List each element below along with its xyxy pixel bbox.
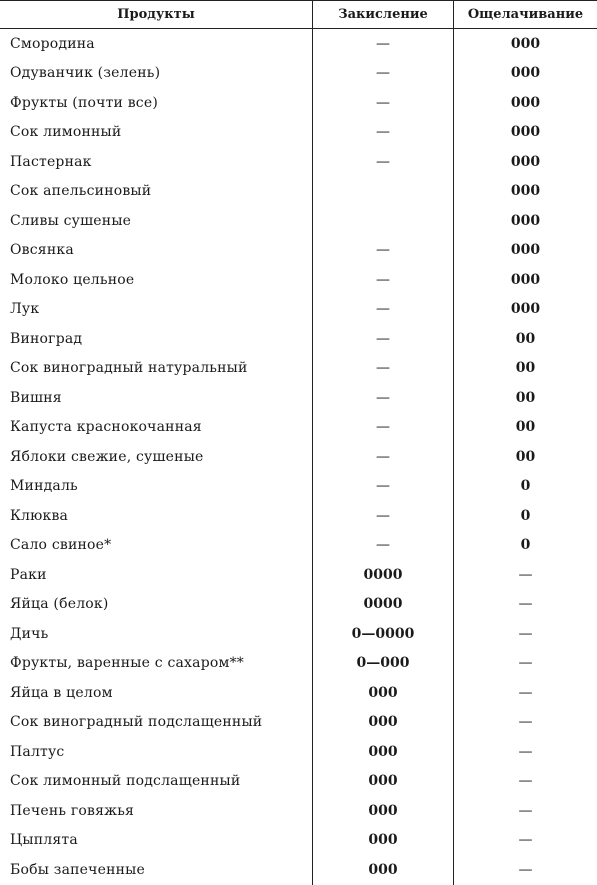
alkalization-value: 00 [453,324,597,354]
product-name: Яйца (белок) [10,596,109,613]
acidification-value: 0—0000 [312,619,453,649]
alkalization-value: 000 [453,59,597,89]
table-row [0,619,597,649]
product-name: Сливы сушеные [10,212,132,229]
alkalization-value: 00 [453,383,597,413]
alkalization-value: 000 [453,295,597,325]
product-name: Бобы запеченные [10,861,145,878]
alkalization-value: 000 [453,88,597,118]
alkalization-value: 000 [453,177,597,207]
table-row [0,295,597,325]
acidification-value: — [312,265,453,295]
alkalization-value: 000 [453,29,597,59]
acidification-value: 0000 [312,590,453,620]
product-name: Клюква [10,507,69,524]
table-row [0,236,597,266]
acidification-value: 000 [312,796,453,826]
acidification-value: — [312,59,453,89]
table-row [0,590,597,620]
acidification-value: 000 [312,767,453,797]
product-name: Капуста краснокочанная [10,419,202,436]
alkalization-value: 0 [453,472,597,502]
header-alkalization: Ощелачивание [453,1,597,28]
alkalization-value: — [453,796,597,826]
table-row [0,29,597,59]
product-name: Раки [10,566,47,583]
acidification-value: 000 [312,708,453,738]
alkalization-value: — [453,590,597,620]
acidification-value: 000 [312,737,453,767]
table-row [0,855,597,885]
table-row [0,383,597,413]
product-name: Миндаль [10,478,78,495]
product-name: Пастернак [10,153,92,170]
alkalization-value: — [453,737,597,767]
table-row [0,501,597,531]
alkalization-value: 0 [453,501,597,531]
table-row [0,649,597,679]
alkalization-value: — [453,560,597,590]
table-row [0,413,597,443]
alkalization-value: — [453,826,597,856]
table-row [0,826,597,856]
acidification-value: — [312,88,453,118]
acidification-value: — [312,295,453,325]
product-name: Сок апельсиновый [10,183,152,200]
alkalization-value: — [453,855,597,885]
table-row [0,324,597,354]
acidification-value: — [312,501,453,531]
product-name: Сало свиное* [10,537,112,554]
product-name: Смородина [10,35,95,52]
table-row [0,767,597,797]
acidification-value [312,206,453,236]
table-row [0,531,597,561]
acidification-value: 000 [312,855,453,885]
table-row [0,265,597,295]
product-name: Фрукты (почти все) [10,94,158,111]
table-header [0,0,597,29]
table-row [0,442,597,472]
table-row [0,560,597,590]
table-row [0,796,597,826]
table-row [0,206,597,236]
acidification-value: — [312,413,453,443]
product-name: Молоко цельное [10,271,135,288]
product-name: Яблоки свежие, сушеные [10,448,204,465]
product-name: Овсянка [10,242,74,259]
alkalization-value: 000 [453,265,597,295]
alkalization-value: — [453,619,597,649]
alkalization-value: 000 [453,118,597,148]
table-row [0,472,597,502]
acidification-value: — [312,118,453,148]
alkalization-value: — [453,767,597,797]
acidification-value: — [312,383,453,413]
table-row [0,708,597,738]
product-name: Лук [10,301,40,318]
alkalization-value: — [453,649,597,679]
acidification-value: — [312,354,453,384]
product-name: Цыплята [10,832,78,849]
table-row [0,354,597,384]
table-row [0,177,597,207]
alkalization-value: 00 [453,442,597,472]
alkalization-value: 0 [453,531,597,561]
table-row [0,88,597,118]
alkalization-value: 000 [453,206,597,236]
product-name: Дичь [10,625,49,642]
alkalization-value: 00 [453,413,597,443]
product-name: Палтус [10,743,65,760]
alkalization-value: 000 [453,236,597,266]
product-name: Сок лимонный [10,124,122,141]
acidification-value: — [312,29,453,59]
acidification-value: — [312,442,453,472]
product-name: Виноград [10,330,83,347]
table-body [0,29,597,885]
table-row [0,118,597,148]
acidification-value: — [312,472,453,502]
acidification-value: — [312,531,453,561]
product-name: Сок лимонный подслащенный [10,773,241,790]
product-name: Сок виноградный подслащенный [10,714,263,731]
alkalization-value: — [453,708,597,738]
product-name: Одуванчик (зелень) [10,65,161,82]
table-row [0,59,597,89]
acidification-value: — [312,324,453,354]
acidification-value [312,177,453,207]
table-row [0,147,597,177]
product-name: Печень говяжья [10,802,135,819]
header-acidification: Закисление [312,1,453,28]
acidification-value: 000 [312,678,453,708]
product-name: Фрукты, варенные с сахаром** [10,655,244,672]
product-name: Сок виноградный натуральный [10,360,248,377]
alkalization-value: — [453,678,597,708]
acidification-value: — [312,236,453,266]
acidification-value: — [312,147,453,177]
alkalization-value: 000 [453,147,597,177]
table-row [0,737,597,767]
acidification-value: 000 [312,826,453,856]
acidification-value: 0—000 [312,649,453,679]
header-products: Продукты [117,7,195,22]
alkalization-value: 00 [453,354,597,384]
product-name: Вишня [10,389,62,406]
product-name: Яйца в целом [10,684,113,701]
table-row [0,678,597,708]
acidification-value: 0000 [312,560,453,590]
